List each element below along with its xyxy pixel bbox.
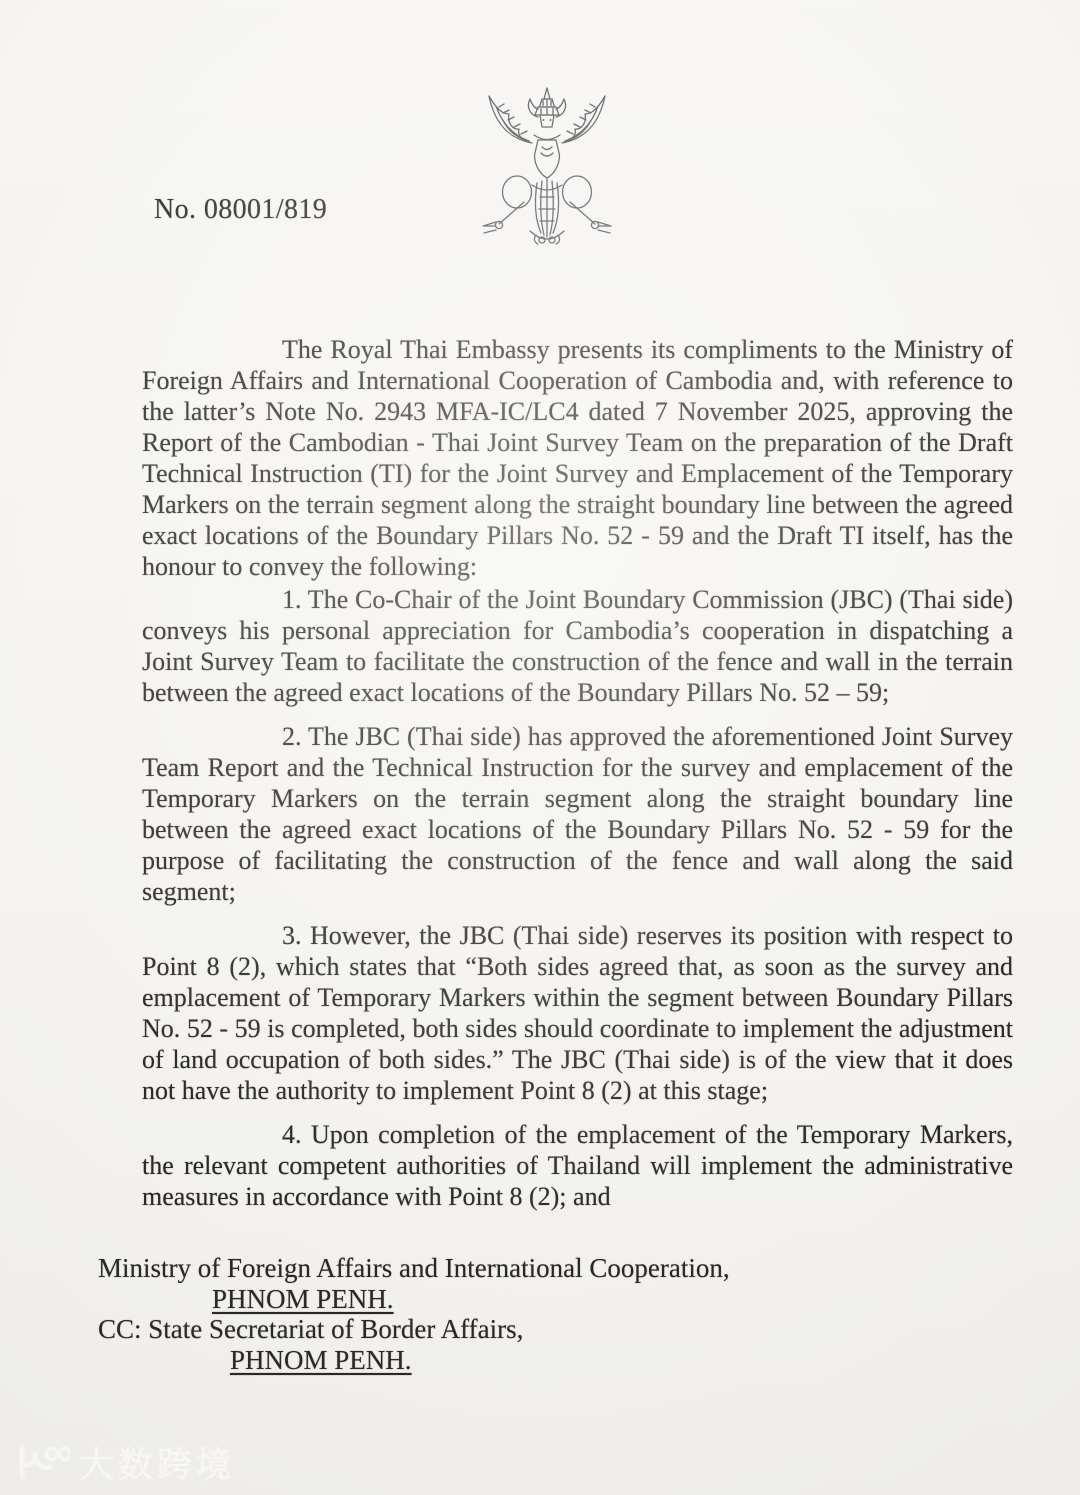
numbered-paragraph-4: 4. Upon completion of the emplacement of the Temporary Markers, the relevant competent authorities of Thailand will implement the administrative measures in accordance with Point 8 (2); and (142, 1120, 1013, 1211)
watermark-text: 大数跨境 (79, 1446, 236, 1485)
numbered-paragraph-3: 3. However, the JBC (Thai side) reserves its position with respect to Point 8 (2), which states that “Both sides agreed that, as soon as the survey and emplacement of Temporary Markers within the segment between Boundary Pillars No. 52 - 59 is completed, both sides should coordinate to implement the adjustment of land occupation of both sides.” The JBC (Thai side) is of the view that it does not have the authority to implement Point 8 (2) at this stage; (142, 921, 1013, 1105)
address-block (98, 1253, 730, 1375)
letter-body (142, 334, 1013, 1225)
watermark (14, 1438, 235, 1488)
dashu-kuajing-logo-icon (14, 1443, 70, 1483)
cc-line: CC: State Secretariat of Border Affairs, (98, 1314, 524, 1344)
addressee-city: PHNOM PENH. (212, 1283, 394, 1314)
intro-paragraph: The Royal Thai Embassy presents its compliments to the Ministry of Foreign Affairs and International Cooperation of Cambodia and, with reference to the latter’s Note No. 2943 MFA-IC/LC4 dated 7 November 2025, approving the Report of the Cambodian - Thai Joint Survey Team on the preparation of the Draft Technical Instruction (TI) for the Joint Survey and Emplacement of the Temporary Markers on the terrain segment along the straight boundary line between the agreed exact locations of the Boundary Pillars No. 52 - 59 and the Draft TI itself, has the honour to convey the following: (142, 335, 1013, 581)
garuda-emblem-icon (472, 84, 622, 256)
reference-number: No. 08001/819 (154, 194, 328, 225)
addressee-line: Ministry of Foreign Affairs and International Cooperation, (98, 1253, 730, 1283)
cc-city: PHNOM PENH. (230, 1344, 412, 1375)
numbered-paragraph-1: 1. The Co-Chair of the Joint Boundary Commission (JBC) (Thai side) conveys his personal appreciation for Cambodia’s cooperation in dispatching a Joint Survey Team to facilitate the construction of the fence and wall in the terrain between the agreed exact locations of the Boundary Pillars No. 52 – 59; (142, 585, 1013, 707)
numbered-paragraph-2: 2. The JBC (Thai side) has approved the aforementioned Joint Survey Team Report and the Technical Instruction for the survey and emplacement of the Temporary Markers on the terrain segment along the straight boundary line between the agreed exact locations of the Boundary Pillars No. 52 - 59 for the purpose of facilitating the construction of the fence and wall along the said segment; (142, 722, 1013, 906)
